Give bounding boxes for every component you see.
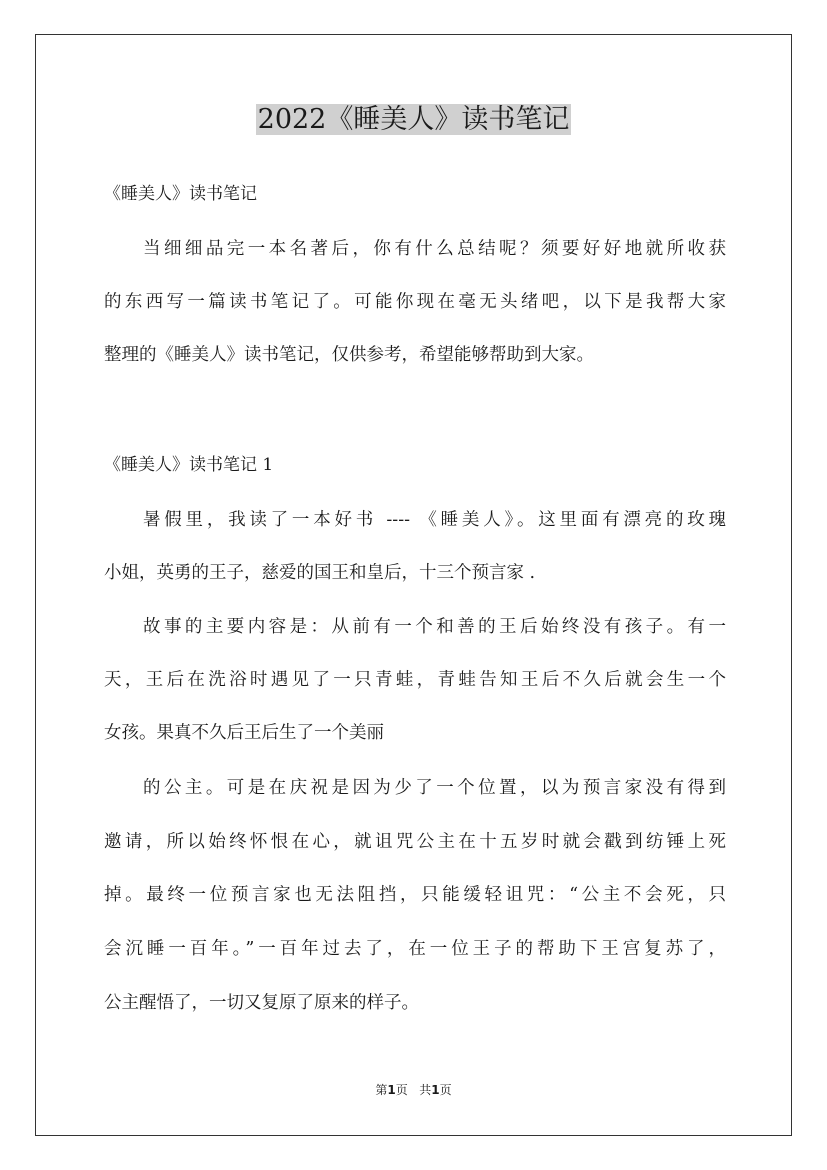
page-footer — [0, 1082, 827, 1098]
intro-line-3: 整理的《睡美人》读书笔记，仅供参考，希望能够帮助到大家。 — [104, 345, 594, 365]
para1-line-1: 暑假里，我读了一本好书 ---- 《睡美人》。这里面有漂亮的玫瑰 — [143, 510, 726, 530]
footer-page-total: 1 — [431, 1083, 440, 1097]
document-title — [0, 100, 827, 140]
intro-line-1: 当细细品完一本名著后，你有什么总结呢？须要好好地就所收获 — [143, 239, 726, 259]
para3-line-3: 掉。最终一位预言家也无法阻挡，只能缓轻诅咒：“公主不会死，只 — [104, 885, 726, 905]
document-subtitle: 《睡美人》读书笔记 — [104, 184, 257, 204]
section-heading: 《睡美人》读书笔记 1 — [104, 455, 274, 475]
para3-line-4: 会沉睡一百年。”一百年过去了，在一位王子的帮助下王宫复苏了， — [104, 939, 726, 959]
para3-line-5: 公主醒悟了，一切又复原了原来的样子。 — [104, 993, 419, 1013]
intro-line-2: 的东西写一篇读书笔记了。可能你现在毫无头绪吧，以下是我帮大家 — [104, 292, 726, 312]
footer-page-current: 1 — [387, 1083, 396, 1097]
para2-line-1: 故事的主要内容是：从前有一个和善的王后始终没有孩子。有一 — [143, 617, 726, 637]
para2-line-3: 女孩。果真不久后王后生了一个美丽 — [104, 723, 384, 743]
para1-line-2: 小姐，英勇的王子，慈爱的国王和皇后，十三个预言家 . — [104, 563, 536, 583]
document-title-text: 2022《睡美人》读书笔记 — [257, 104, 570, 135]
footer-middle: 页 共 — [395, 1083, 432, 1097]
footer-suffix: 页 — [439, 1083, 452, 1097]
footer-prefix: 第 — [375, 1083, 388, 1097]
para2-line-2: 天，王后在洗浴时遇见了一只青蛙，青蛙告知王后不久后就会生一个 — [104, 670, 726, 690]
para3-line-1: 的公主。可是在庆祝是因为少了一个位置，以为预言家没有得到 — [143, 778, 726, 798]
para3-line-2: 邀请，所以始终怀恨在心，就诅咒公主在十五岁时就会戳到纺锤上死 — [104, 832, 726, 852]
